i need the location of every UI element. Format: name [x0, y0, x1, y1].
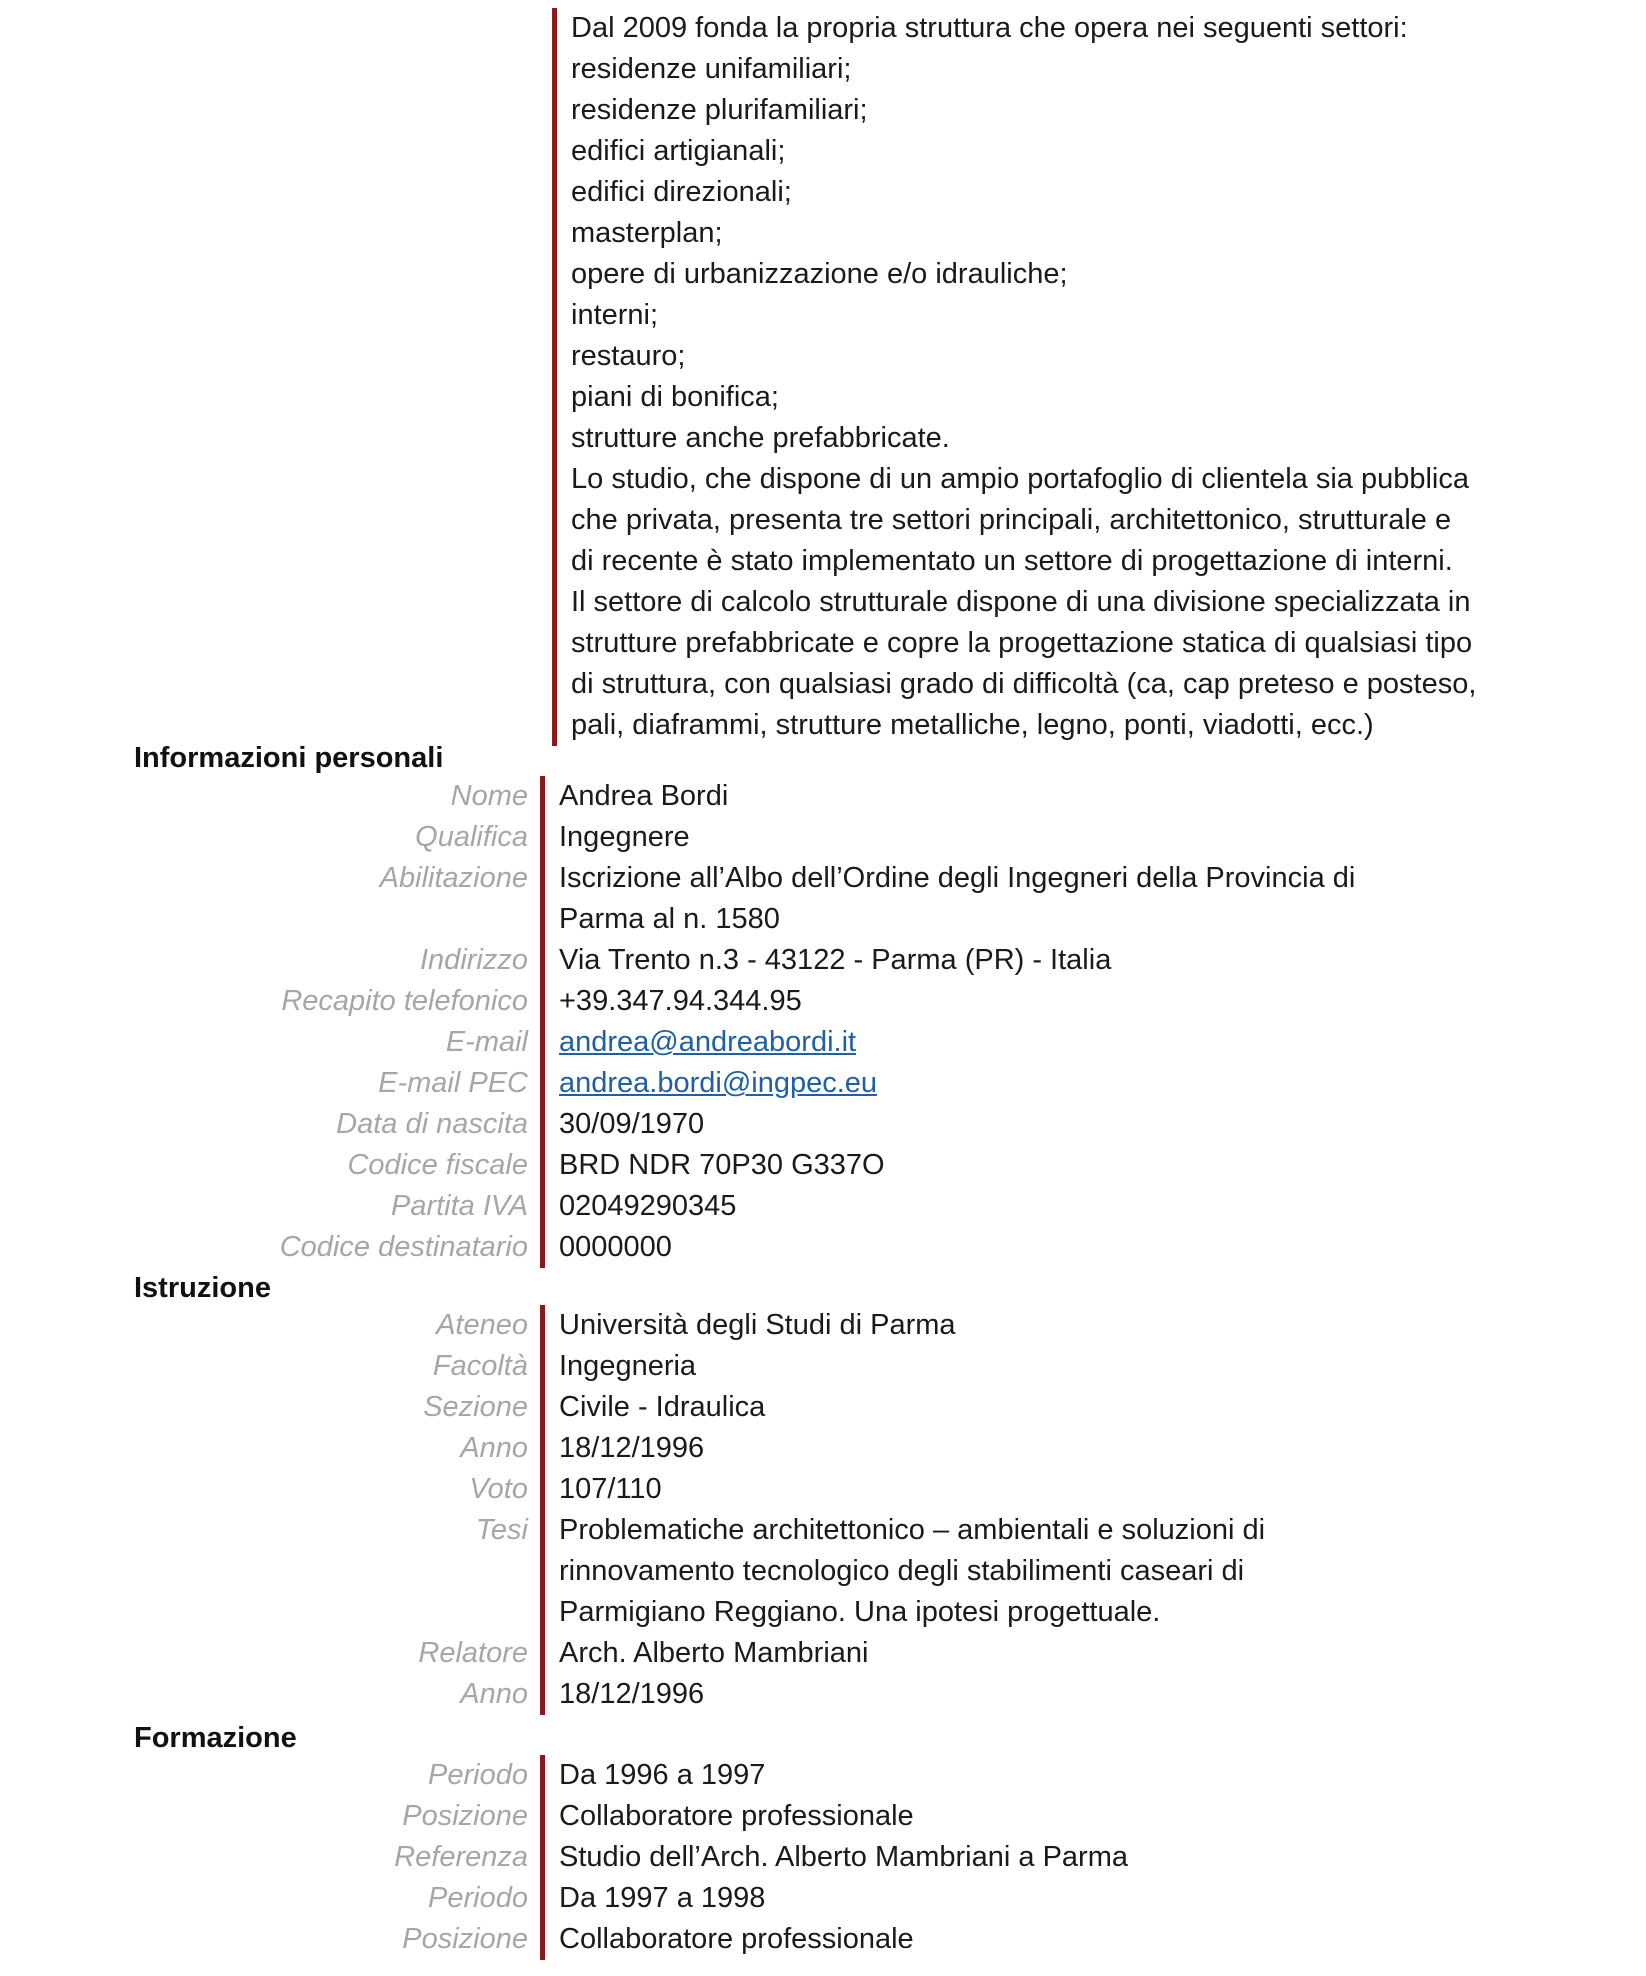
field-label: Ateneo [436, 1309, 528, 1341]
field-label: Posizione [402, 1923, 528, 1955]
field-value [540, 1145, 1559, 1186]
field-label: Periodo [428, 1759, 528, 1791]
info-row [0, 817, 1646, 858]
intro-line: Il settore di calcolo strutturale dispone di una divisione specializzata in [571, 586, 1471, 618]
field-label: Relatore [418, 1637, 528, 1669]
field-value-line: 30/09/1970 [559, 1108, 705, 1140]
field-value-line: Parma al n. 1580 [559, 903, 780, 935]
info-row [0, 1878, 1646, 1919]
education-table [0, 1305, 1646, 1715]
field-label: Codice fiscale [347, 1149, 528, 1181]
info-row [0, 1063, 1646, 1104]
info-row [0, 1145, 1646, 1186]
intro-line: piani di bonifica; [571, 381, 779, 413]
field-value [540, 1469, 1559, 1510]
field-label: Periodo [428, 1882, 528, 1914]
field-value-line: Problematiche architettonico – ambientali e soluzioni di [559, 1514, 1266, 1546]
info-row [0, 858, 1646, 940]
field-label: Posizione [402, 1800, 528, 1832]
education-heading: Istruzione [134, 1272, 271, 1304]
field-value [540, 1022, 1559, 1063]
field-label: Codice destinatario [279, 1231, 528, 1263]
field-value-line: 18/12/1996 [559, 1678, 705, 1710]
email-link[interactable]: andrea.bordi@ingpec.eu [559, 1067, 878, 1099]
field-value [540, 1387, 1559, 1428]
info-row [0, 1387, 1646, 1428]
field-value [540, 1755, 1559, 1796]
intro-line: pali, diaframmi, strutture metalliche, legno, ponti, viadotti, ecc.) [571, 709, 1374, 741]
field-value-line: Collaboratore professionale [559, 1800, 914, 1832]
field-value [540, 1510, 1559, 1633]
field-value [540, 1227, 1559, 1268]
field-value [540, 1878, 1559, 1919]
info-row [0, 1755, 1646, 1796]
intro-line: masterplan; [571, 217, 723, 249]
intro-line: opere di urbanizzazione e/o idrauliche; [571, 258, 1068, 290]
field-value-line: rinnovamento tecnologico degli stabilimenti caseari di [559, 1555, 1245, 1587]
field-label: Tesi [475, 1514, 528, 1546]
email-link[interactable]: andrea@andreabordi.it [559, 1026, 857, 1058]
intro-line: strutture anche prefabbricate. [571, 422, 950, 454]
field-value-line: Civile - Idraulica [559, 1391, 766, 1423]
info-row [0, 776, 1646, 817]
info-row [0, 1469, 1646, 1510]
info-row [0, 1346, 1646, 1387]
info-row [0, 981, 1646, 1022]
studio-description [552, 8, 1561, 746]
intro-line: Dal 2009 fonda la propria struttura che opera nei seguenti settori: [571, 12, 1408, 44]
field-label: Indirizzo [420, 944, 528, 976]
info-row [0, 1510, 1646, 1633]
info-row [0, 1186, 1646, 1227]
info-row [0, 1919, 1646, 1960]
intro-line: residenze unifamiliari; [571, 53, 852, 85]
field-value [540, 1674, 1559, 1715]
field-value [540, 1633, 1559, 1674]
field-value-line: Da 1997 a 1998 [559, 1882, 766, 1914]
field-label: E-mail PEC [378, 1067, 528, 1099]
info-row [0, 1305, 1646, 1346]
field-label: Referenza [394, 1841, 528, 1873]
field-value-line: +39.347.94.344.95 [559, 985, 802, 1017]
field-value [540, 981, 1559, 1022]
info-row [0, 1104, 1646, 1145]
field-value [540, 858, 1559, 940]
info-row [0, 1837, 1646, 1878]
training-table [0, 1755, 1646, 1960]
field-value-line: Collaboratore professionale [559, 1923, 914, 1955]
intro-line: edifici artigianali; [571, 135, 786, 167]
field-label: Data di nascita [336, 1108, 528, 1140]
info-row [0, 1227, 1646, 1268]
field-value-line: Iscrizione all’Albo dell’Ordine degli Ingegneri della Provincia di [559, 862, 1356, 894]
field-label: Anno [460, 1432, 528, 1464]
field-label: Recapito telefonico [281, 985, 528, 1017]
field-value-line: 18/12/1996 [559, 1432, 705, 1464]
field-value-line: Ingegneria [559, 1350, 697, 1382]
field-label: Facoltà [432, 1350, 528, 1382]
personal-info-table [0, 776, 1646, 1268]
field-label: Partita IVA [390, 1190, 528, 1222]
field-value [540, 1346, 1559, 1387]
intro-line: residenze plurifamiliari; [571, 94, 868, 126]
field-value [540, 1186, 1559, 1227]
intro-line: di struttura, con qualsiasi grado di difficoltà (ca, cap preteso e posteso, [571, 668, 1477, 700]
intro-line: Lo studio, che dispone di un ampio portafoglio di clientela sia pubblica [571, 463, 1469, 495]
field-value [540, 1428, 1559, 1469]
field-value [540, 1104, 1559, 1145]
field-value [540, 1837, 1559, 1878]
info-row [0, 1022, 1646, 1063]
personal-info-heading: Informazioni personali [134, 742, 444, 774]
field-value [540, 776, 1559, 817]
field-label: E-mail [445, 1026, 528, 1058]
info-row [0, 940, 1646, 981]
intro-line: interni; [571, 299, 659, 331]
intro-line: strutture prefabbricate e copre la progettazione statica di qualsiasi tipo [571, 627, 1473, 659]
field-label: Sezione [423, 1391, 528, 1423]
info-row [0, 1428, 1646, 1469]
field-value [540, 1063, 1559, 1104]
intro-line: edifici direzionali; [571, 176, 792, 208]
field-value-line: Da 1996 a 1997 [559, 1759, 766, 1791]
info-row [0, 1796, 1646, 1837]
field-value [540, 940, 1559, 981]
field-value-line: Parmigiano Reggiano. Una ipotesi progettuale. [559, 1596, 1161, 1628]
field-value [540, 1796, 1559, 1837]
field-value [540, 817, 1559, 858]
intro-line: restauro; [571, 340, 686, 372]
field-value [540, 1919, 1559, 1960]
field-value [540, 1305, 1559, 1346]
info-row [0, 1674, 1646, 1715]
field-value-line: 107/110 [559, 1473, 662, 1505]
intro-line: di recente è stato implementato un settore di progettazione di interni. [571, 545, 1453, 577]
field-value-line: Via Trento n.3 - 43122 - Parma (PR) - Italia [559, 944, 1112, 976]
field-value-line: Arch. Alberto Mambriani [559, 1637, 869, 1669]
field-value-line: BRD NDR 70P30 G337O [559, 1149, 885, 1181]
field-value-line: Andrea Bordi [559, 780, 729, 812]
field-label: Anno [460, 1678, 528, 1710]
field-value-line: Università degli Studi di Parma [559, 1309, 956, 1341]
field-label: Abilitazione [379, 862, 528, 894]
field-value-line: 0000000 [559, 1231, 672, 1263]
field-value-line: Studio dell’Arch. Alberto Mambriani a Parma [559, 1841, 1128, 1873]
field-label: Qualifica [415, 821, 528, 853]
field-label: Voto [469, 1473, 528, 1505]
training-heading: Formazione [134, 1722, 297, 1754]
field-value-line: 02049290345 [559, 1190, 737, 1222]
field-value-line: Ingegnere [559, 821, 690, 853]
field-label: Nome [450, 780, 528, 812]
intro-line: che privata, presenta tre settori principali, architettonico, strutturale e [571, 504, 1452, 536]
info-row [0, 1633, 1646, 1674]
